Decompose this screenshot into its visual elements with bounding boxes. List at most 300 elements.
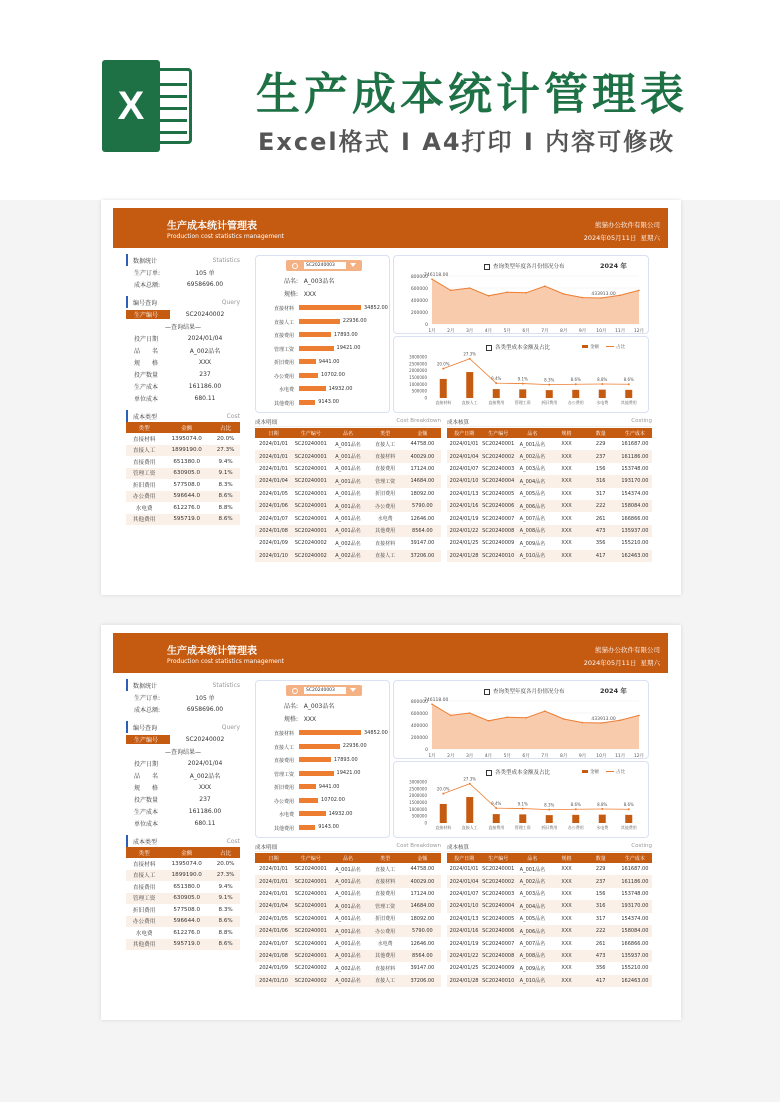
promo-subtitle: Excel格式 I A4打印 I 内容可修改 [258,128,676,156]
breakdown-query-input[interactable]: SC20240003 [304,262,346,269]
table-cell: 8.6% [211,491,240,503]
table-cell: 2024/01/22 [447,525,481,537]
table-row [255,550,441,562]
table-cell: 2024/01/16 [447,925,481,937]
x-tick-label: 10月 [596,329,607,334]
bar-row [264,769,388,779]
percent-label: 20.0% [436,786,450,792]
type-bar-chart [394,337,650,414]
percent-point [442,793,444,795]
table-row [126,433,240,445]
bar-mark [493,814,500,823]
bar-mark [572,815,579,823]
orders-row [126,691,240,703]
table-cell: 直接人工 [367,550,404,562]
y-tick-label: 1000000 [409,806,427,812]
table-cell: 17124.00 [410,465,435,472]
table-cell: 317 [595,915,606,922]
sheet-banner [113,208,668,248]
table-row [255,500,441,512]
table-cell: SC20240008 [481,525,515,537]
table-cell: SC20240007 [482,940,515,947]
query-result-key: 单位成本 [134,395,159,403]
table-cell: 办公费用 [367,925,404,937]
excel-logo-icon [102,60,194,152]
table-cell: XXX [549,875,583,887]
table-cell: SC20240007 [482,515,515,522]
table-cell: 2024/01/07 [259,515,288,522]
query-code-input[interactable]: SC20240002 [185,310,225,318]
y-tick-label: 600000 [410,712,428,717]
cost-type-table [126,422,240,525]
chevron-down-icon[interactable] [350,263,356,267]
table-row [447,438,652,450]
percent-label: 27.3% [463,351,477,357]
bar-mark [299,757,331,762]
bar-label: 其他费用 [273,825,294,832]
table-cell: 2024/01/10 [447,475,481,487]
company-name: 熊猫办公软件有限公司 [595,646,660,654]
table-cell: 2024/01/19 [449,940,479,947]
sheet-page [101,625,681,1020]
breakdown-query-panel [255,680,390,838]
query-result-key: 投产日期 [134,335,159,343]
table-cell: 2024/01/01 [449,441,479,448]
query-result-value: XXX [198,783,212,791]
table-cell: SC20240001 [292,500,329,512]
table-cell: 9.4% [218,458,233,465]
table-cell: SC20240006 [481,500,515,512]
x-tick-label: 办公费用 [567,825,584,830]
table-cell: XXX [549,925,583,937]
table-cell: 14684.00 [404,475,441,487]
table-cell: A_001品名 [519,441,546,448]
monthly-chart-title: 查询类型年度各月份情况分布 [484,262,565,270]
costing-col-header: 品名 [515,428,549,438]
table-cell: 316 [584,475,618,487]
x-tick-label: 直接费用 [488,400,505,405]
table-cell: 折旧费用 [375,916,396,923]
table-cell: A_003品名 [519,466,546,473]
query-result-row [126,793,240,805]
table-cell: A_001品名 [335,466,361,473]
query-result-key: 投产数量 [134,796,159,804]
x-tick-label: 水电费 [596,400,609,405]
table-cell: 2024/01/25 [449,540,479,547]
table-row [126,491,240,503]
query-result-title-row [126,745,240,757]
data-point [619,294,621,296]
costing-col-header: 数量 [584,853,618,863]
table-cell: XXX [549,475,583,487]
table-cell: 折旧费用 [132,907,156,914]
x-tick-label: 12月 [633,754,645,759]
table-row [255,962,441,974]
data-point [638,290,640,292]
table-cell: 2024/01/19 [449,515,479,522]
table-cell: SC20240001 [292,950,329,962]
x-tick-label: 2月 [447,754,455,759]
table-row [255,950,441,962]
table-cell: 1899190.0 [162,445,211,457]
bar-label: 直接费用 [273,333,294,339]
costing-col-header: 规格 [549,428,583,438]
bar-mark [299,811,326,816]
table-cell: 8.6% [211,916,240,928]
table-cell: 154374.00 [621,915,649,922]
table-row [447,863,652,875]
excel-logo-letter: X [102,60,160,152]
cost-type-col-header: 占比 [211,847,240,858]
table-row [255,888,441,900]
costing-label: 成本核算 [447,845,470,851]
query-result-row [126,805,240,817]
breakdown-spec-label: 规格: [284,716,299,723]
query-label: 编号查询 [133,724,158,732]
table-cell: 316 [584,900,618,912]
table-cell: A_002品名 [335,540,361,547]
x-tick-label: 3月 [465,329,474,334]
table-cell: 2024/01/04 [255,900,292,912]
breakdown-spec-value: XXX [303,716,317,723]
query-result-value: A_002品名 [189,347,221,355]
table-row [255,450,441,462]
table-cell: 37206.00 [404,975,441,987]
table-cell: A_004品名 [515,475,549,487]
data-point [469,287,471,289]
cost-type-label: 成本类型 [133,838,158,846]
table-cell: A_009品名 [519,965,546,972]
breakdown-query-bar[interactable] [286,685,362,696]
breakdown-header [255,843,441,852]
bar-label: 直接人工 [273,319,294,326]
table-row [447,888,652,900]
table-cell: A_001品名 [335,516,361,523]
bar-mark [299,798,318,803]
legend-swatch-amount [582,345,588,348]
table-row [126,870,240,882]
y-tick-label: 1000000 [409,381,427,387]
x-tick-label: 9月 [578,329,587,334]
bar-mark [299,771,334,776]
table-cell: XXX [549,975,583,987]
y-tick-label: 2000000 [409,368,427,374]
query-result-key: 品 名 [134,772,159,780]
table-cell: 153748.00 [621,890,649,897]
bar-mark [625,390,632,398]
table-cell: SC20240006 [481,925,515,937]
table-cell: XXX [561,515,572,522]
table-row [126,514,240,526]
table-cell: 158084.00 [618,500,652,512]
data-point [638,715,640,717]
table-cell: 162463.00 [618,550,652,562]
table-cell: 8.6% [211,939,240,951]
bar-label: 直接人工 [273,744,294,751]
query-code-row[interactable] [126,308,240,320]
query-result-row [126,380,240,392]
data-point [582,722,584,724]
data-point [563,718,565,720]
bar-mark [493,389,500,398]
table-cell: A_002品名 [329,975,366,987]
query-code-row[interactable] [126,733,240,745]
table-cell: A_002品名 [515,875,549,887]
left-panel [126,254,240,525]
table-cell: 2024/01/10 [255,550,292,562]
data-point [563,293,565,295]
table-cell: 2024/01/01 [255,875,292,887]
query-result-key: 规 格 [134,784,159,792]
query-result-title: —查询结果— [164,748,201,756]
table-cell: 2024/01/04 [255,475,292,487]
bar-mark [599,815,606,823]
percent-point [548,809,550,811]
monthly-chart-panel [393,680,649,759]
y-tick-label: 200000 [410,736,428,741]
percent-label: 8.6% [623,377,634,383]
query-result-value: 2024/01/04 [187,759,223,767]
stats-header [126,254,240,266]
table-cell: 237 [584,875,618,887]
table-cell: 39147.00 [410,965,435,972]
bar-mark [519,389,526,398]
breakdown-col-header: 金额 [404,428,441,438]
table-cell: A_008品名 [515,525,549,537]
breakdown-spec-value: XXX [303,291,317,298]
table-row [255,438,441,450]
table-cell: 18092.00 [410,915,435,922]
table-cell: XXX [549,450,583,462]
table-cell: XXX [561,866,572,873]
y-tick-label: 3000000 [409,354,427,360]
monthly-area-chart [394,256,650,335]
table-cell: 356 [595,965,606,972]
table-cell: 直接材料 [375,965,396,972]
table-cell: 水电费 [135,505,153,512]
query-result-value: 237 [199,370,211,378]
x-tick-label: 9月 [578,754,587,759]
percent-label: 9.1% [517,376,528,382]
table-cell: A_006品名 [515,925,549,937]
table-cell: 39147.00 [410,540,435,547]
table-cell: 193170.00 [618,475,652,487]
table-cell: A_001品名 [329,450,366,462]
table-cell: A_001品名 [329,900,366,912]
table-cell: 管理工资 [126,468,162,480]
x-tick-label: 7月 [541,754,549,759]
legend-label-percent: 占比 [616,770,625,775]
cost-total-row [126,703,240,715]
x-tick-label: 其他费用 [620,825,637,830]
table-row [255,475,441,487]
table-cell: 1899190.0 [162,870,211,882]
bar-label: 其他费用 [273,400,294,407]
bar-label: 直接材料 [273,306,294,312]
table-row [447,875,652,887]
bar-value-label: 17893.00 [333,756,358,763]
table-cell: 166866.00 [621,515,649,522]
bar-value-label: 34852.00 [364,729,388,736]
type-chart-title: 各类型成本金额及占比 [486,768,550,776]
percent-label: 8.6% [570,377,581,383]
query-result-list [126,757,240,829]
breakdown-name-row [284,276,334,285]
data-point [488,295,490,297]
table-cell: A_007品名 [519,516,546,523]
table-row [447,937,652,949]
costing-table [447,853,652,987]
table-cell: 直接人工 [126,445,162,457]
table-cell: 2024/01/06 [255,925,292,937]
bar-row [264,330,388,340]
breakdown-label: 成本明细 [255,420,278,426]
min-annotation: 433913.00 [591,716,616,722]
query-result-value: 237 [199,795,211,803]
cost-type-table [126,847,240,950]
table-cell: A_007品名 [519,941,546,948]
percent-label: 8.8% [597,801,608,807]
table-row [126,927,240,939]
breakdown-query-bar[interactable] [286,260,362,271]
breakdown-name-value: A_003品名 [303,278,335,285]
breakdown-name-row [284,701,334,710]
cost-type-col-header: 金额 [162,422,211,433]
y-tick-label: 500000 [411,388,427,394]
data-point [525,292,527,294]
y-tick-label: 600000 [410,287,428,292]
query-code-input[interactable]: SC20240002 [185,735,225,743]
table-cell: XXX [549,525,583,537]
cost-total-label: 成本总额: [134,706,161,714]
breakdown-query-input[interactable]: SC20240003 [304,687,346,694]
table-cell: SC20240001 [292,450,329,462]
search-icon [292,688,298,694]
table-cell: 595719.0 [162,514,211,526]
bar-mark [299,386,326,391]
table-cell: SC20240001 [482,866,515,873]
table-cell: 417 [584,975,618,987]
breakdown-col-header: 金额 [404,853,441,863]
bar-row [264,303,388,313]
table-cell: A_001品名 [329,875,366,887]
bar-value-label: 9143.00 [318,824,339,830]
query-result-row [126,781,240,793]
breakdown-col-header: 类型 [367,853,404,863]
bar-label: 办公费用 [273,373,294,380]
data-point [601,722,603,724]
bar-row [264,796,388,806]
table-cell: 折旧费用 [375,491,396,498]
costing-en: Costing [631,843,652,849]
x-tick-label: 直接人工 [461,400,478,405]
cost-total-value: 6958696.00 [186,280,224,288]
table-row [447,512,652,524]
table-cell: 8.3% [218,906,233,913]
x-tick-label: 直接人工 [461,825,478,830]
table-cell: XXX [561,965,572,972]
weekday-value: 星期六 [640,659,660,667]
x-tick-label: 10月 [596,754,607,759]
percent-point [522,808,524,810]
percent-label: 8.6% [623,802,634,808]
table-cell: 44758.00 [410,866,435,873]
table-cell: 2024/01/01 [255,450,292,462]
table-cell: 其他费用 [126,939,162,951]
table-cell: A_001品名 [335,441,361,448]
bar-value-label: 9441.00 [318,358,340,365]
chevron-down-icon[interactable] [350,688,356,692]
company-name: 熊猫办公软件有限公司 [595,221,660,229]
y-tick-label: 400000 [410,299,428,304]
table-cell: 2024/01/01 [449,866,479,873]
query-result-value: 680.11 [194,394,216,402]
table-cell: SC20240001 [292,875,329,887]
table-row [126,456,240,468]
costing-col-header: 数量 [584,428,618,438]
table-cell: 2024/01/13 [449,915,479,922]
x-tick-label: 2月 [447,329,455,334]
table-cell: 651380.0 [173,883,201,890]
year-selector[interactable]: 2024 年 [600,262,627,270]
table-cell: A_001品名 [335,891,361,898]
table-cell: 办公费用 [126,916,162,928]
table-cell: SC20240002 [481,450,515,462]
orders-row [126,266,240,278]
data-point [506,716,508,718]
date-value: 2024年05月11日 [583,659,637,667]
x-tick-label: 水电费 [596,825,609,830]
breakdown-col-header: 品名 [329,853,366,863]
table-cell: XXX [561,940,572,947]
bar-row [264,742,388,752]
year-selector[interactable]: 2024 年 [600,687,627,695]
table-cell: 20.0% [216,860,235,867]
table-cell: 其他费用 [367,525,404,537]
x-tick-label: 11月 [615,329,626,334]
data-point [582,297,584,299]
table-cell: 办公费用 [126,491,162,503]
table-cell: SC20240001 [292,900,329,912]
table-cell: 162463.00 [618,975,652,987]
table-row [126,502,240,514]
legend-swatch-amount [582,770,588,773]
table-cell: 直接材料 [132,861,156,868]
data-point [450,290,452,292]
bar-value-label: 14932.00 [328,385,353,392]
breakdown-name-label: 品名: [284,703,299,710]
percent-point [442,368,444,370]
table-cell: SC20240001 [292,475,329,487]
date-label [584,658,660,667]
percent-label: 9.4% [491,801,502,807]
query-label: 编号查询 [133,299,158,307]
table-cell: SC20240005 [482,915,515,922]
table-cell: 直接材料 [367,450,404,462]
table-cell: 直接材料 [367,875,404,887]
costing-table [447,428,652,562]
table-cell: 1395074.0 [171,860,202,867]
query-result-value: 161186.00 [188,807,222,815]
table-cell: 2024/01/05 [259,915,288,922]
cost-total-row [126,278,240,290]
bar-mark [440,379,447,398]
data-point [525,717,527,719]
sheet-title: 生产成本统计管理表 [167,221,257,232]
stats-label: 数据统计 [133,682,158,690]
table-cell: 2024/01/01 [259,441,288,448]
table-cell: 2024/01/16 [447,500,481,512]
